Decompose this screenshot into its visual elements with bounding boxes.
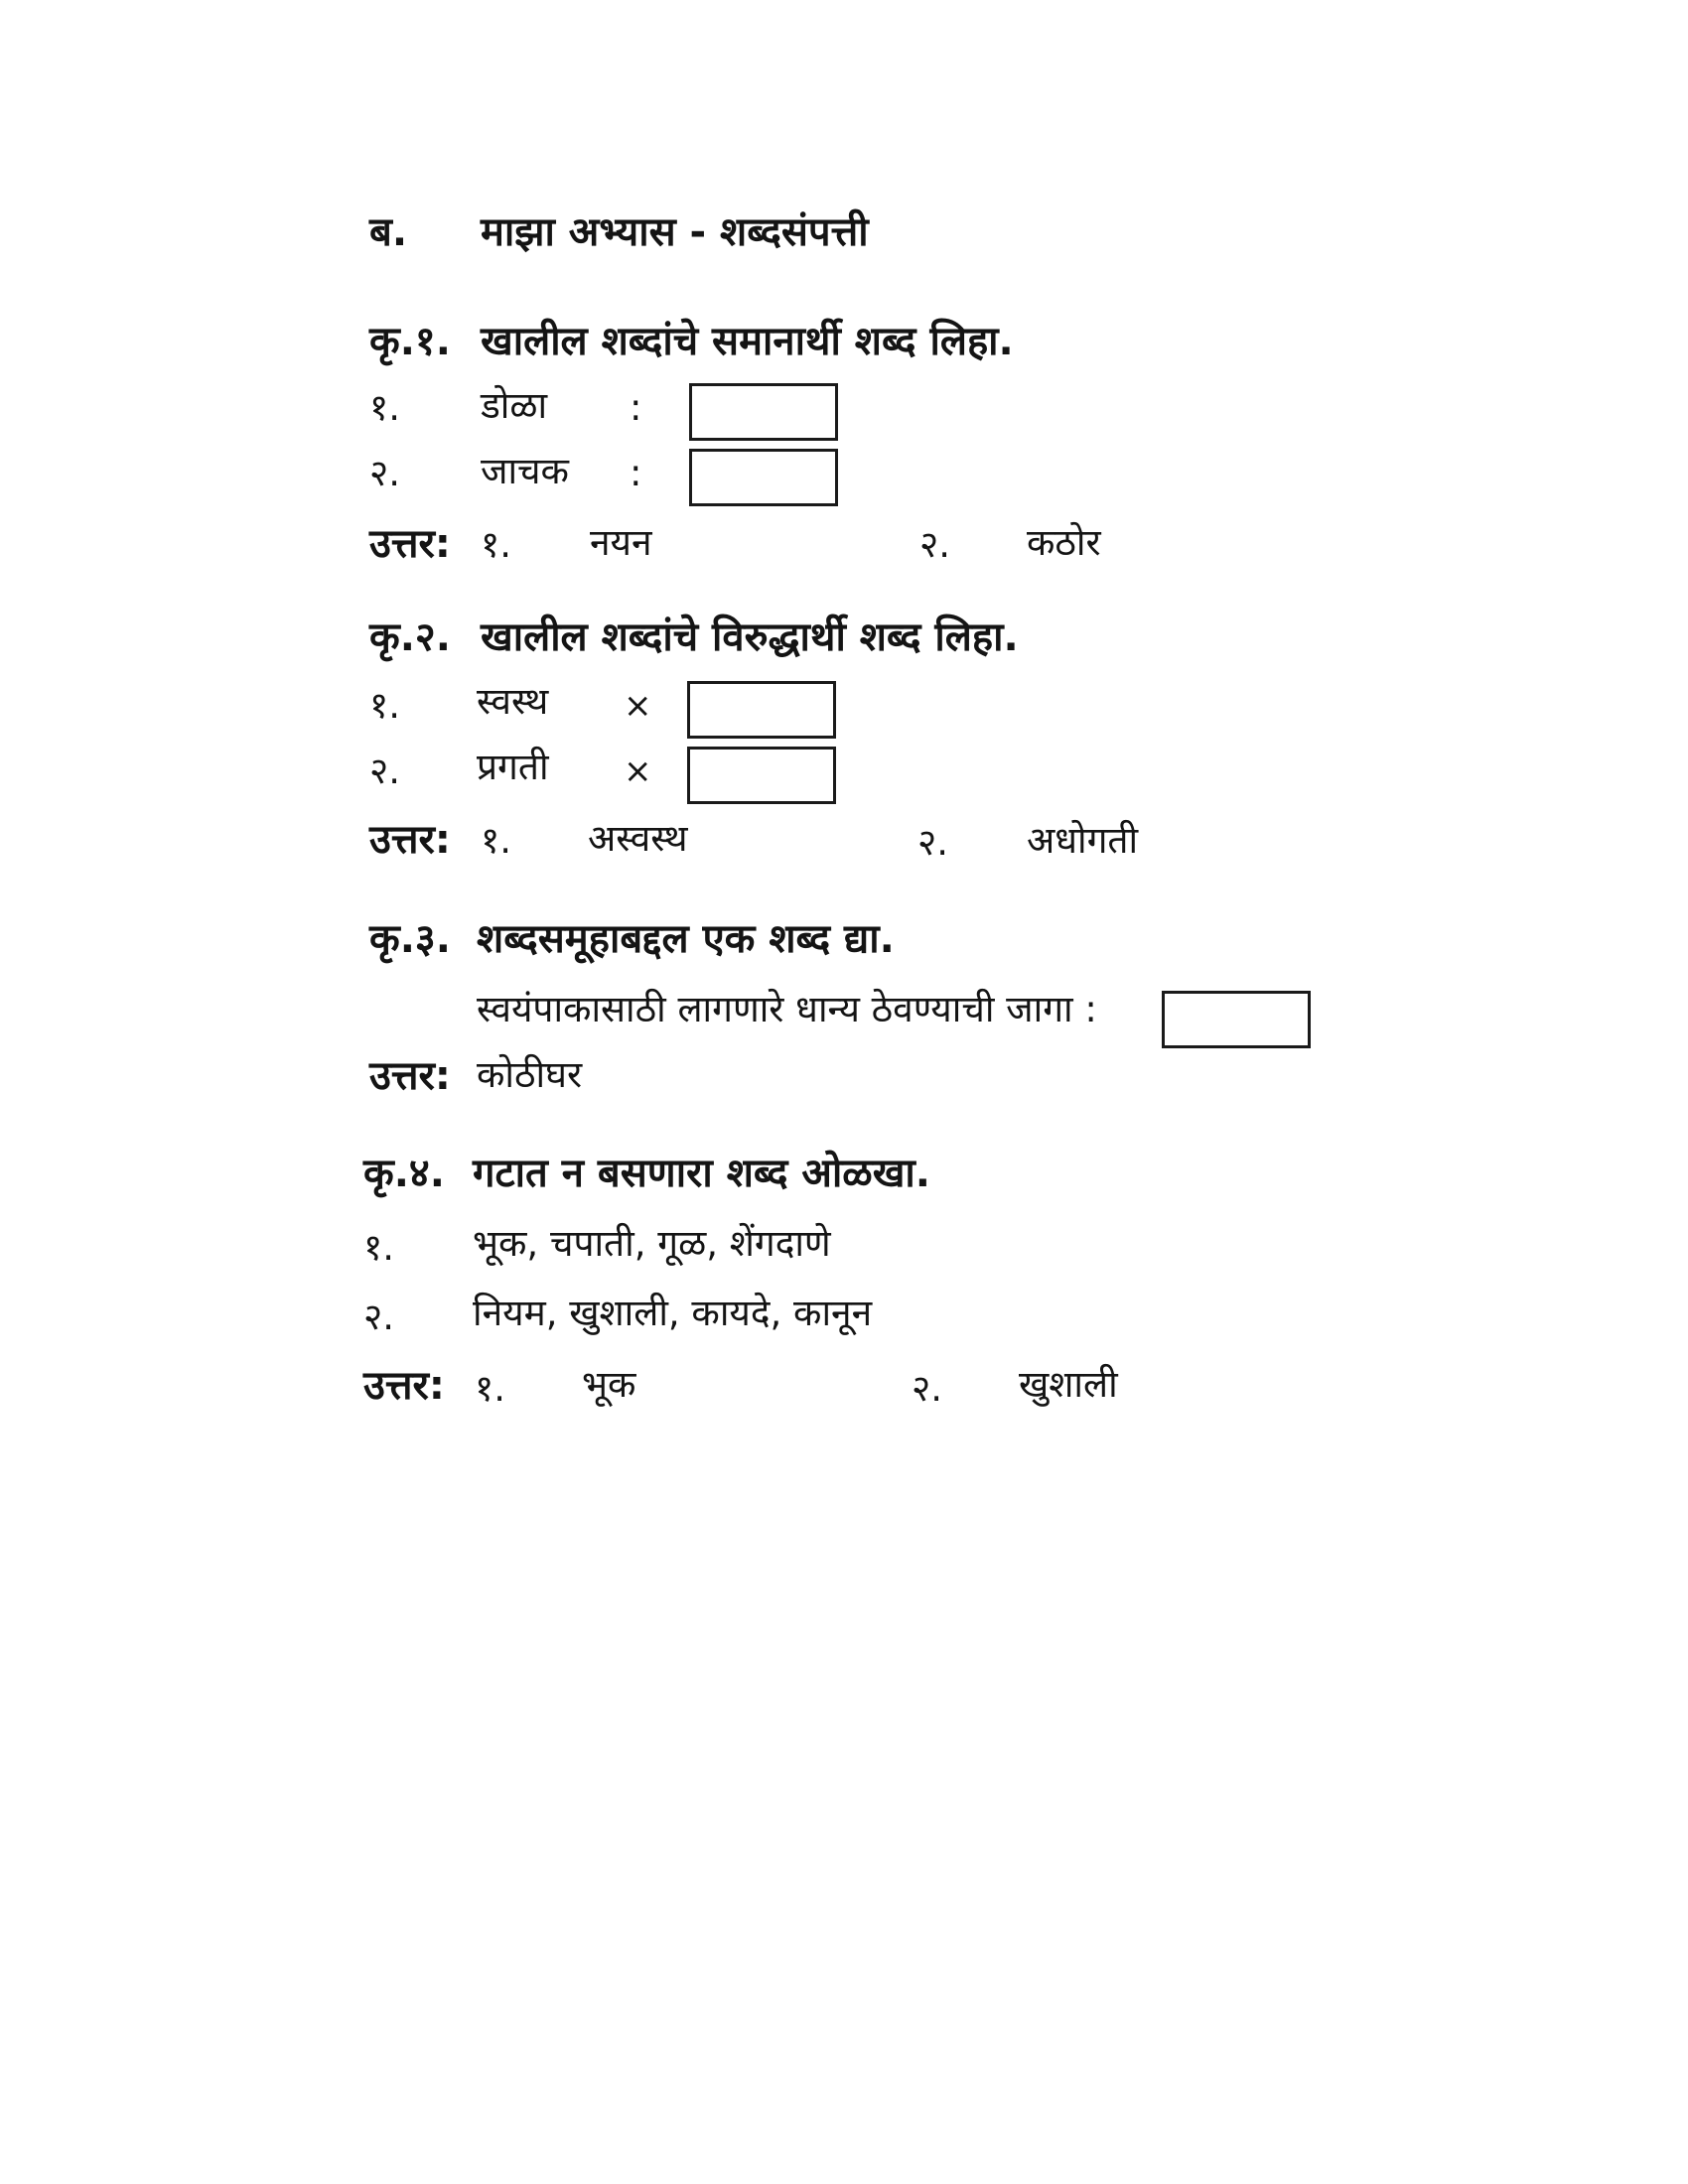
q4-answer-1-text: भूक bbox=[582, 1363, 636, 1406]
q2-item-2-separator: × bbox=[624, 751, 652, 791]
q1-item-2-separator: : bbox=[630, 452, 642, 494]
q3-instruction: शब्दसमूहाबद्दल एक शब्द द्या. bbox=[477, 916, 895, 962]
q1-item-1-separator: : bbox=[630, 386, 642, 429]
q2-answer-1-text: अस्वस्थ bbox=[588, 817, 688, 860]
q1-item-2-answer-box[interactable] bbox=[689, 449, 838, 506]
q2-number: कृ.२. bbox=[369, 614, 451, 660]
q2-answer-2-text: अधोगती bbox=[1027, 819, 1139, 862]
q2-item-2-number: २. bbox=[369, 750, 401, 792]
q4-item-2-text: नियम, खुशाली, कायदे, कानून bbox=[473, 1292, 873, 1334]
q2-item-1-separator: × bbox=[624, 686, 652, 726]
section-marker: ब. bbox=[369, 209, 408, 255]
q1-answer-1-number: १. bbox=[481, 523, 512, 566]
q1-item-2-number: २. bbox=[369, 452, 401, 494]
q3-prompt: स्वयंपाकासाठी लागणारे धान्य ठेवण्याची जागा : bbox=[477, 988, 1097, 1030]
q1-number: कृ.१. bbox=[369, 319, 451, 364]
q4-number: कृ.४. bbox=[363, 1151, 445, 1196]
q1-answer-2-number: २. bbox=[919, 523, 951, 566]
q4-answer-label: उत्तर: bbox=[363, 1363, 445, 1409]
q2-item-1-answer-box[interactable] bbox=[687, 681, 836, 739]
q3-answer-box[interactable] bbox=[1162, 991, 1311, 1048]
q4-answer-2-text: खुशाली bbox=[1019, 1363, 1118, 1406]
section-title: माझा अभ्यास - शब्दसंपत्ती bbox=[481, 209, 869, 255]
q2-item-2-word: प्रगती bbox=[477, 746, 549, 788]
q2-item-1-number: १. bbox=[369, 684, 401, 727]
q3-answer-text: कोठीघर bbox=[477, 1053, 583, 1096]
q1-answer-1-text: नयन bbox=[590, 521, 652, 564]
q1-item-1-answer-box[interactable] bbox=[689, 383, 838, 441]
q4-item-2-number: २. bbox=[363, 1296, 395, 1338]
q4-instruction: गटात न बसणारा शब्द ओळखा. bbox=[473, 1151, 930, 1196]
q2-item-2-answer-box[interactable] bbox=[687, 747, 836, 804]
q1-instruction: खालील शब्दांचे समानार्थी शब्द लिहा. bbox=[481, 319, 1014, 364]
q4-answer-1-number: १. bbox=[475, 1367, 506, 1410]
q2-item-1-word: स्वस्थ bbox=[477, 680, 549, 723]
q2-answer-2-number: २. bbox=[917, 821, 949, 864]
q4-item-1-number: १. bbox=[363, 1226, 395, 1269]
q4-answer-2-number: २. bbox=[912, 1367, 943, 1410]
q1-item-2-word: जाचक bbox=[481, 450, 569, 492]
q4-item-1-text: भूक, चपाती, गूळ, शेंगदाणे bbox=[473, 1222, 831, 1265]
q3-number: कृ.३. bbox=[369, 916, 451, 962]
q1-item-1-number: १. bbox=[369, 386, 401, 429]
q2-answer-1-number: १. bbox=[481, 819, 512, 862]
q2-answer-label: उत्तर: bbox=[369, 817, 451, 863]
q1-item-1-word: डोळा bbox=[481, 384, 548, 427]
q3-answer-label: उत्तर: bbox=[369, 1053, 451, 1099]
q2-instruction: खालील शब्दांचे विरुद्धार्थी शब्द लिहा. bbox=[481, 614, 1019, 660]
q1-answer-2-text: कठोर bbox=[1027, 521, 1101, 564]
q1-answer-label: उत्तर: bbox=[369, 521, 451, 567]
